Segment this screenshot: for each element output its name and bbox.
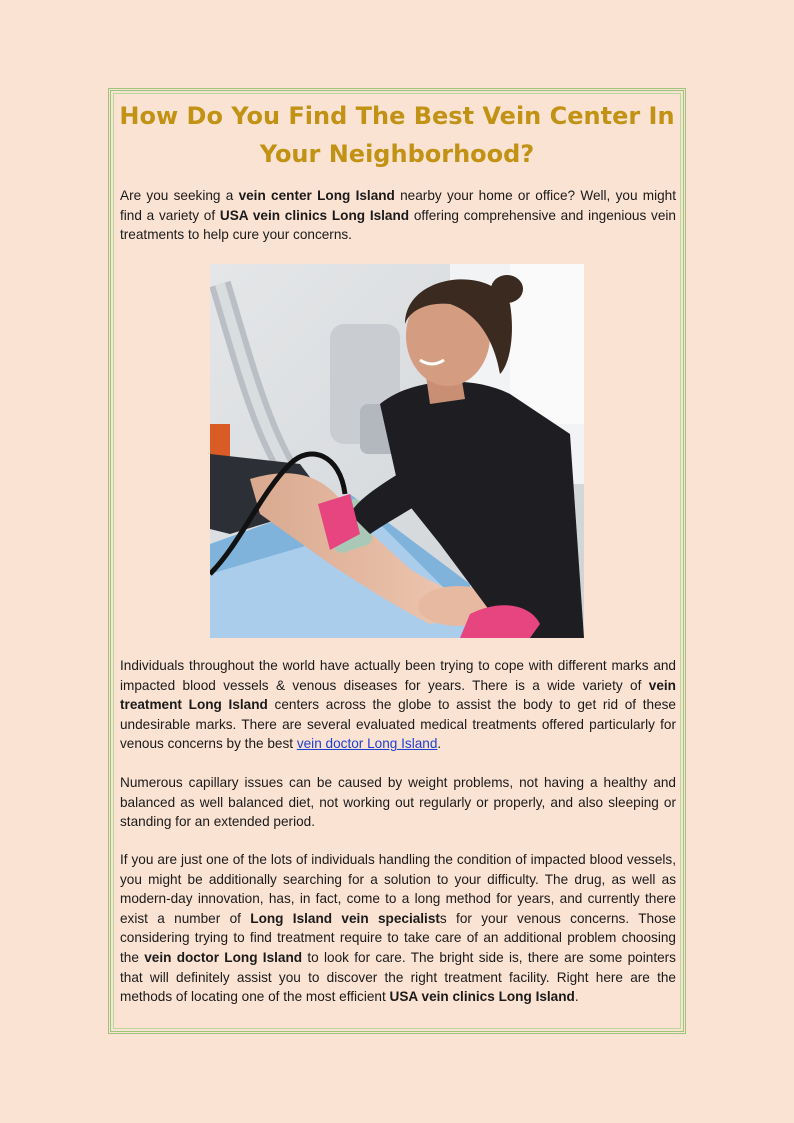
page-title: How Do You Find The Best Vein Center In Your Neighborhood?	[119, 102, 675, 168]
keyword-vein-center: vein center Long Island	[238, 188, 395, 203]
keyword-vein-doctor: vein doctor Long Island	[144, 949, 303, 965]
intro-paragraph: Are you seeking a vein center Long Island nearby your home or office? Well, you might find a variety of USA vein clinics Long Island offering comprehensive and ingenious vein treatments to help cure your concerns.	[120, 188, 677, 243]
keyword-usa-vein-clinics-2: USA vein clinics Long Island	[389, 989, 575, 1005]
keyword-usa-vein-clinics: USA vein clinics Long Island	[219, 207, 410, 223]
keyword-vein-specialist: Long Island vein specialist	[250, 910, 440, 926]
finding-paragraph: If you are just one of the lots of individuals handling the condition of impacted blood vessels, you might be additionally searching for a solution to your difficulty. The drug, as well as modern-day innovation, has, in fact, come to a long method for years, and currently there exist a number of Long Island vein specialists for your venous concerns. Those considering trying to find treatment require to take care of an additional problem choosing the vein doctor Long Island to look for care. The bright side is, there are some pointers that will definitely assist you to discover the right treatment facility. Right here are the methods of locating one of the most efficient USA vein clinics Long Island.	[120, 852, 676, 1005]
keyword-vein-treatment: vein treatment Long Island	[120, 677, 676, 713]
treatments-paragraph: Individuals throughout the world have actually been trying to cope with different marks and impacted blood vessels & venous diseases for years. There is a wide variety of vein treatment Long Island centers across the globe to assist the body to get rid of these undesirable marks. There are several evaluated medical treatments offered particularly for venous concerns by the best vein doctor Long Island.	[120, 658, 676, 752]
vein-doctor-link[interactable]: vein doctor Long Island	[296, 736, 438, 752]
causes-paragraph: Numerous capillary issues can be caused by weight problems, not having a healthy and balanced as well balanced diet, not working out regularly or properly, and also sleeping or standing for an extended period.	[120, 775, 676, 830]
treatment-photo	[210, 264, 584, 638]
